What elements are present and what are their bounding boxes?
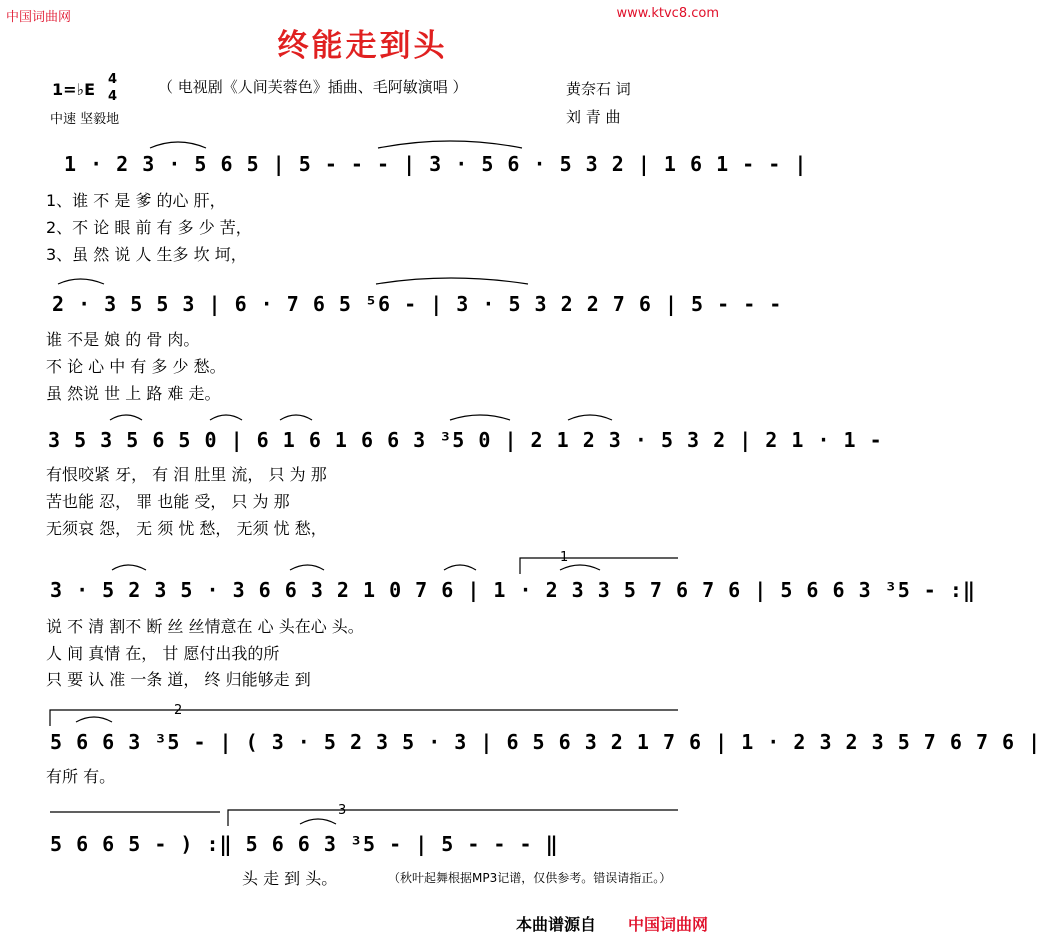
slur-mark [290, 565, 324, 570]
lyric-line: 无须哀 怨， 无 须 忧 愁， 无须 忧 愁， [46, 519, 327, 538]
measure: | 1 · 2 3 3 5 7 6 7 6 [467, 578, 742, 602]
tempo-marking: 中速 坚毅地 [50, 112, 120, 127]
lyric-line: 只 要 认 准 一条 道， 终 归能够走 到 [46, 670, 311, 689]
time-signature-bottom: 4 [108, 89, 118, 104]
measure: | 2 1 · 1 - [739, 428, 883, 452]
measure: | ( 3 · 5 2 3 5 · 3 [219, 730, 468, 754]
lyric-line: 苦也能 忍， 罪 也能 受， 只 为 那 [46, 492, 290, 511]
measure: | 3 · 5 6 · 5 3 2 [403, 152, 625, 176]
slur-mark [150, 142, 206, 148]
lyric-line: 1、谁 不 是 爹 的心 肝， [46, 191, 226, 210]
key-signature: 1=♭E [52, 80, 96, 99]
volta-bracket [50, 710, 678, 726]
source-label: 本曲谱源自 [516, 915, 597, 934]
volta-1-label: 1 [560, 550, 569, 565]
slur-mark [444, 565, 476, 570]
measure: | 5 - - - [415, 832, 533, 856]
barline: ‖ [545, 832, 559, 856]
measure: 3 5 3 5 6 5 0 [48, 428, 218, 452]
measure: 5 6 6 5 - ) :‖ [50, 832, 233, 856]
slur-mark [300, 819, 336, 824]
lyric-line: 有恨咬紧 牙， 有 泪 肚里 流， 只 为 那 [46, 465, 327, 484]
volta-bracket [228, 810, 678, 826]
lyric-line: 有所 有。 [46, 767, 116, 786]
barline: | [1028, 730, 1041, 754]
watermark-right: www.ktvc8.com [616, 6, 719, 21]
measure: | 2 1 2 3 · 5 3 2 [504, 428, 727, 452]
measure: | 6 · 7 6 5 ⁵6 - [208, 292, 418, 316]
song-title: 终能走到头 [277, 28, 448, 64]
barline: | [794, 152, 808, 176]
measure: | 5 - - - [272, 152, 391, 176]
measure: | 5 - - - [664, 292, 783, 316]
lyricist: 黄奈石 词 [566, 80, 631, 98]
measure: | 6 5 6 3 2 1 7 6 [480, 730, 703, 754]
lyric-line: 2、不 论 眼 前 有 多 少 苦， [46, 218, 252, 237]
lyric-line: 人 间 真情 在， 甘 愿付出我的所 [46, 644, 280, 663]
measure: 2 · 3 5 5 3 [52, 292, 196, 316]
slur-mark [210, 415, 242, 420]
transcription-note: （秋叶起舞根据MP3记谱，仅供参考。错误请指正。） [388, 871, 672, 885]
measure: | 3 · 5 3 2 2 7 6 [430, 292, 652, 316]
measure: ³5 - [349, 832, 403, 856]
volta-bracket [520, 558, 678, 574]
measure: | 1 6 1 - - [637, 152, 782, 176]
slur-mark [560, 565, 600, 570]
lyric-line: 说 不 清 割不 断 丝 丝情意在 心 头在心 头。 [46, 617, 364, 636]
slur-mark [58, 279, 104, 284]
slur-mark [450, 415, 510, 420]
lyric-line: 3、虽 然 说 人 生多 坎 坷， [46, 245, 247, 264]
measure: 3 · 5 2 3 5 · 3 [50, 578, 246, 602]
slur-mark [376, 278, 528, 284]
slur-mark [378, 141, 522, 148]
slur-mark [568, 415, 612, 420]
measure: 5 6 6 3 [245, 832, 337, 856]
lyric-line: 虽 然说 世 上 路 难 走。 [46, 384, 221, 403]
volta-2-label: 2 [174, 703, 183, 718]
volta-3-label: 3 [338, 803, 347, 818]
composer: 刘 青 曲 [566, 108, 621, 126]
lyric-line: 谁 不是 娘 的 骨 肉。 [46, 330, 200, 349]
measure: 1 · 2 3 · 5 6 5 [64, 152, 260, 176]
time-signature-top: 4 [108, 72, 118, 87]
measure: 5 6 6 3 ³5 - [50, 730, 207, 754]
slur-mark [76, 717, 112, 722]
slur-mark [280, 415, 312, 420]
slur-mark [112, 565, 146, 570]
measure: 6 6 3 2 1 0 7 6 [258, 578, 455, 602]
lyric-line: 不 论 心 中 有 多 少 愁。 [46, 357, 226, 376]
slur-mark [110, 415, 142, 420]
subtitle: （ 电视剧《人间芙蓉色》插曲、毛阿敏演唱 ） [158, 78, 468, 96]
measure: | 6 1 6 1 6 6 3 ³5 0 [230, 428, 492, 452]
measure: | 5 6 6 3 ³5 - :‖ [754, 578, 976, 602]
source-site: 中国词曲网 [628, 915, 709, 934]
watermark-left: 中国词曲网 [6, 10, 72, 25]
lyric-line: 头 走 到 头。 [242, 869, 338, 888]
measure: | 1 · 2 3 2 3 5 7 6 7 6 [715, 730, 1016, 754]
